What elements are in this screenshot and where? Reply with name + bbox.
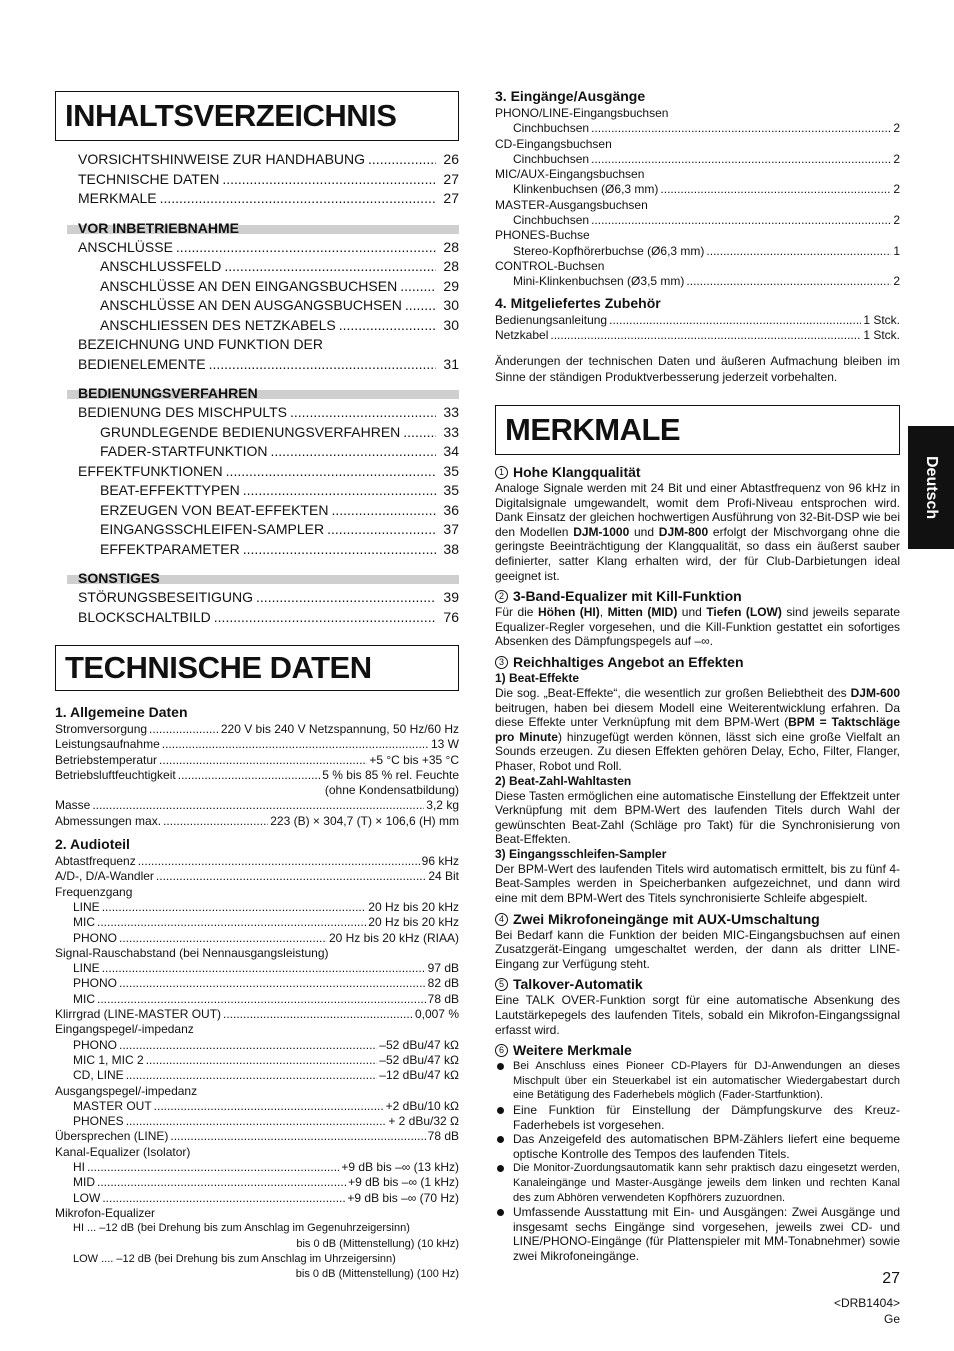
leader-dots <box>146 1053 378 1068</box>
leader-dots <box>156 869 426 884</box>
entry-label: Betriebstemperatur <box>55 752 158 767</box>
entry-value: 1 <box>893 243 900 258</box>
feature-text: Der BPM-Wert des laufenden Titels wird automatisch ermittelt, bis zu fünf 4-Beat-Samples werden in Speicherbanken aufgezeichnet, und dann wird eine mit dem BPM-Wert des Titels synchronisierte Schleife abgespielt. <box>495 861 900 906</box>
spec-row <box>55 1160 459 1175</box>
spec-row <box>55 798 459 813</box>
spec-heading: 4. Mitgeliefertes Zubehör <box>495 294 661 311</box>
spec-row <box>55 854 459 869</box>
entry-label: Klinkenbuchsen (Ø6,3 mm) <box>513 182 659 197</box>
entry-value: 29 <box>443 277 459 294</box>
entry-label: TECHNISCHE DATEN <box>78 170 220 187</box>
entry-label: Klirrgrad (LINE-MASTER OUT) <box>55 1007 222 1022</box>
entry-label: ANSCHLÜSSE AN DEN AUSGANGSBUCHSEN <box>100 297 402 313</box>
spec-row <box>55 1099 459 1114</box>
entry-value: 20 Hz bis 20 kHz <box>368 899 459 914</box>
spec-row <box>495 182 900 197</box>
entry-value: 28 <box>443 258 459 274</box>
leader-dots <box>331 501 436 521</box>
entry-value: 78 dB <box>427 1129 459 1144</box>
entry-label: ERZEUGEN VON BEAT-EFFEKTEN <box>100 501 329 518</box>
toc-entry <box>55 277 459 297</box>
leader-dots <box>149 722 219 737</box>
spec-row <box>55 900 459 915</box>
spec-heading: 1. Allgemeine Daten <box>55 704 188 720</box>
entry-label: Cinchbuchsen <box>513 121 590 136</box>
entry-value: 1 Stck. <box>863 327 900 342</box>
spec-group-label: CD-Eingangsbuchsen <box>495 136 612 151</box>
entry-value: 28 <box>443 238 459 255</box>
feature-subheading: 2) Beat-Zahl-Wahltasten <box>495 773 632 788</box>
entry-label: PHONES <box>73 1114 124 1129</box>
spec-group-label: Eingangspegel/-impedanz <box>55 1022 194 1037</box>
spec-row <box>55 1007 459 1022</box>
spec-continuation: (ohne Kondensatbildung) <box>324 783 459 798</box>
feature-heading: 6 Weitere Merkmale <box>495 1042 900 1059</box>
spec-row <box>55 1114 459 1129</box>
entry-value: 2 <box>893 182 900 197</box>
entry-label: HI <box>73 1160 85 1175</box>
leader-dots <box>92 798 424 813</box>
language-tab-label: Deutsch <box>923 455 940 520</box>
entry-value: 2 <box>893 274 900 289</box>
entry-value: 0,007 % <box>414 1007 459 1022</box>
entry-value: 27 <box>443 170 459 187</box>
feature-text: Bei Bedarf kann die Funktion der beiden MIC-Eingangsbuchsen auf einen Zusatzgerät-Eingang umgeschaltet werden, der dann als dritter LINE-Eingang zur Verfügung steht. <box>495 927 900 971</box>
entry-label: VORSICHTSHINWEISE ZUR HANDHABUNG <box>78 151 366 167</box>
spec-mic-eq: LOW .... –12 dB (bei Drehung bis zum Anschlag im Uhrzeigersinn) <box>73 1252 396 1265</box>
leader-dots <box>214 608 436 628</box>
leader-dots <box>87 1160 339 1175</box>
spec-group-label: MASTER-Ausgangsbuchsen <box>495 197 648 212</box>
leader-dots <box>686 274 891 289</box>
entry-label: Cinchbuchsen <box>513 151 590 166</box>
spec-row <box>495 274 900 289</box>
feature-subheading: 3) Eingangsschleifen-Sampler <box>495 846 667 861</box>
entry-value: 82 dB <box>427 976 459 991</box>
leader-dots <box>256 588 436 608</box>
language-code: Ge <box>883 1312 900 1326</box>
spec-row <box>55 1175 459 1190</box>
leader-dots <box>119 1038 377 1053</box>
entry-value: 33 <box>443 423 459 440</box>
tech-title <box>55 645 459 691</box>
page-number: 27 <box>882 1270 900 1287</box>
spec-row <box>55 915 459 930</box>
entry-value: –52 dBu/47 kΩ <box>379 1037 459 1052</box>
leader-dots <box>226 462 436 482</box>
leader-dots <box>706 244 891 259</box>
tech-specs-left <box>55 703 459 1282</box>
leader-dots <box>243 540 436 560</box>
feature-text: Eine TALK OVER-Funktion sorgt für eine automatische Absenkung des Lautstärkepegels des laufenden Titels, sobald ein Mikrofon-Eingangssignal erfasst wird. <box>495 993 900 1037</box>
tech-note: Änderungen der technischen Daten und äußeren Aufmachung bleiben im Sinne der ständigen Produktverbesserung jederzeit vorbehalten. <box>495 354 900 384</box>
spec-group-label: Kanal-Equalizer (Isolator) <box>55 1144 191 1159</box>
entry-label: Stereo-Kopfhörerbuchse (Ø6,3 mm) <box>513 243 705 258</box>
entry-label: BEAT-EFFEKTTYPEN <box>100 482 240 498</box>
toc-entry <box>55 170 459 190</box>
leader-dots <box>178 768 321 783</box>
toc-section-label: SONSTIGES <box>78 570 160 586</box>
entry-label: FADER-STARTFUNKTION <box>100 443 268 459</box>
feature-text: Diese Tasten ermöglichen eine automatische Einstellung der Effektzeit unter Verknüpfung mit dem BPM-Wert des laufenden Titels durch Wahl der gewünschten Beat-Zahl (Schläge pro Takt) für die Synchronisierung von Beat-Effekten. <box>495 788 900 847</box>
leader-dots <box>126 1068 378 1083</box>
spec-row <box>495 313 900 328</box>
entry-label: Masse <box>55 798 91 813</box>
toc-entry <box>55 442 459 462</box>
entry-label: LOW <box>73 1190 101 1205</box>
spec-mic-eq-cont: bis 0 dB (Mittenstellung) (10 kHz) <box>296 1237 459 1250</box>
entry-label: BLOCKSCHALTBILD <box>78 608 211 625</box>
merkmale-title-text: MERKMALE <box>505 412 681 447</box>
entry-label: PHONO <box>73 1037 118 1052</box>
entry-label: EFFEKTPARAMETER <box>100 540 240 557</box>
feature-text: Analoge Signale werden mit 24 Bit und einer Abtastfrequenz von 96 kHz in Digitalsignale umgewandelt, womit dem Profi-Niveau entsprochen wird. Dank Einsatz der gleichen hochwertigen Ausführung von 32-Bit-DSP wie bei den Modellen DJM-1000 und DJM-800 erfolgt der Mischvorgang ohne die geringste Beeinträchtigung der Klangqualität, so dass ein äußerst sauber definierter, satter Klang erhalten wird, der für Club-Darbietungen ideal geeignet ist. <box>495 481 900 583</box>
spec-row <box>55 869 459 884</box>
spec-row <box>55 931 459 946</box>
toc-title <box>55 91 459 141</box>
entry-label: LINE <box>73 899 100 914</box>
entry-value: 35 <box>443 482 459 498</box>
toc-entry <box>55 462 459 482</box>
toc-entry <box>55 238 459 258</box>
entry-label: Bedienungsanleitung <box>495 312 608 327</box>
entry-value: 24 Bit <box>428 869 459 884</box>
spec-row <box>55 961 459 976</box>
spec-row <box>495 213 900 228</box>
feature-heading: 1 Hohe Klangqualität <box>495 464 900 481</box>
spec-group-label: Signal-Rauschabstand (bei Nennausgangsleistung) <box>55 945 329 960</box>
entry-label: ANSCHLÜSSE <box>78 238 173 255</box>
entry-value: 1 Stck. <box>863 312 900 327</box>
spec-mic-eq: HI ... –12 dB (bei Drehung bis zum Anschlag im Gegenuhrzeigersinn) <box>73 1222 410 1235</box>
entry-label: BEDIENUNG DES MISCHPULTS <box>78 404 287 420</box>
spec-row <box>55 768 459 783</box>
merkmale-list <box>495 459 900 1264</box>
spec-group-label: Ausgangspegel/-impedanz <box>55 1083 198 1098</box>
spec-row <box>55 722 459 737</box>
entry-label: ANSCHLUSSFELD <box>100 258 222 274</box>
feature-heading: 3 Reichhaltiges Angebot an Effekten <box>495 654 900 671</box>
leader-dots <box>339 316 436 336</box>
toc-entry <box>55 189 459 209</box>
spec-group-label: PHONES-Buchse <box>495 228 590 243</box>
leader-dots <box>405 296 436 316</box>
feature-text: Für die Höhen (HI), Mitten (MID) und Tiefen (LOW) sind jeweils separate Equalizer-Regler vorgesehen, und die Kill-Funktion gestattet ein sofortiges Absenken des Dämpfungspegels auf –∞. <box>495 605 901 649</box>
spec-group-label: Frequenzgang <box>55 884 133 899</box>
entry-value: 35 <box>443 462 459 479</box>
leader-dots <box>102 900 367 915</box>
feature-subheading: 1) Beat-Effekte <box>495 670 580 685</box>
toc-section-heading <box>67 387 459 400</box>
entry-value: 38 <box>443 540 459 557</box>
leader-dots <box>224 257 436 277</box>
toc-entry <box>55 150 459 170</box>
leader-dots <box>102 1191 345 1206</box>
entry-value: –52 dBu/47 kΩ <box>379 1052 459 1067</box>
entry-value: +9 dB bis –∞ (70 Hz) <box>347 1190 459 1205</box>
leader-dots <box>403 423 436 443</box>
spec-heading: 3. Eingänge/Ausgänge <box>495 88 646 104</box>
entry-label: MERKMALE <box>78 190 157 206</box>
leader-dots <box>400 277 436 297</box>
toc-section-label: BEDIENUNGSVERFAHREN <box>78 385 258 401</box>
document-code: <DRB1404> <box>833 1296 900 1310</box>
tech-title-text: TECHNISCHE DATEN <box>65 650 372 685</box>
leader-dots <box>243 481 436 501</box>
feature-bullets <box>495 1059 900 1263</box>
toc-entry <box>55 501 459 521</box>
entry-value: 39 <box>443 589 459 605</box>
bullet-item: Umfassende Ausstattung mit Ein- und Ausgängen: Zwei Ausgänge und insgesamt sechs Eingänge sind vorgesehen, jeweils zwei CD- und LINE/PHONO-Eingänge (für Plattenspieler mit MM-Tonabnehmer) sowie zwei Mikrofoneingänge. <box>495 1205 900 1263</box>
toc-entry <box>55 540 459 560</box>
entry-label: MIC 1, MIC 2 <box>73 1052 144 1067</box>
entry-label: EINGANGSSCHLEIFEN-SAMPLER <box>100 521 325 537</box>
toc-section-heading <box>67 219 459 236</box>
leader-dots <box>170 1129 425 1144</box>
entry-label: Stromversorgung <box>55 722 148 736</box>
leader-dots <box>660 182 891 197</box>
toc-entry <box>55 316 459 336</box>
entry-value: 37 <box>443 521 459 537</box>
feature-heading: 4 Zwei Mikrofoneingänge mit AUX-Umschaltung <box>495 911 900 928</box>
spec-row <box>55 992 459 1007</box>
spec-row <box>55 1068 459 1083</box>
leader-dots <box>550 328 861 343</box>
entry-value: –12 dBu/47 kΩ <box>379 1068 459 1083</box>
feature-heading: 5 Talkover-Automatik <box>495 976 900 993</box>
spec-row <box>55 737 459 752</box>
spec-row <box>495 328 900 343</box>
language-tab <box>908 426 954 549</box>
leader-dots <box>609 313 861 328</box>
leader-dots <box>591 121 891 136</box>
entry-label: BEDIENELEMENTE <box>78 355 206 372</box>
leader-dots <box>160 189 436 209</box>
leader-dots <box>138 854 420 869</box>
spec-row <box>55 976 459 991</box>
merkmale-title <box>495 405 900 455</box>
spec-group-label: Mikrofon-Equalizer <box>55 1205 156 1220</box>
toc-section-label: VOR INBETRIEBNAHME <box>78 219 240 236</box>
spec-group-label: PHONO/LINE-Eingangsbuchsen <box>495 106 669 120</box>
entry-label: Betriebsluftfeuchtigkeit <box>55 767 176 782</box>
entry-label: Abtastfrequenz <box>55 854 136 869</box>
toc-entry <box>55 403 459 423</box>
leader-dots <box>222 170 436 190</box>
toc-entry <box>55 257 459 277</box>
entry-value: 20 Hz bis 20 kHz (RIAA) <box>328 930 459 945</box>
entry-value: 2 <box>893 121 900 136</box>
entry-value: +5 °C bis +35 °C <box>369 752 459 767</box>
entry-value: 76 <box>443 608 459 625</box>
leader-dots <box>209 355 436 375</box>
entry-value: 13 W <box>430 737 459 752</box>
toc-entry <box>55 423 459 443</box>
entry-label: ANSCHLIESSEN DES NETZKABELS <box>100 316 336 333</box>
leader-dots <box>290 403 436 423</box>
entry-label: MIC <box>73 915 95 930</box>
toc-entry <box>55 588 459 608</box>
leader-dots <box>154 1099 384 1114</box>
spec-row <box>495 121 900 136</box>
entry-label: ANSCHLÜSSE AN DEN EINGANGSBUCHSEN <box>100 277 398 294</box>
spec-row <box>495 152 900 167</box>
spec-group-label: MIC/AUX-Eingangsbuchsen <box>495 167 645 182</box>
leader-dots <box>162 737 429 752</box>
entry-label: A/D-, D/A-Wandler <box>55 869 154 884</box>
entry-value: 36 <box>443 501 459 518</box>
entry-value: 30 <box>443 297 459 313</box>
leader-dots <box>327 520 436 540</box>
toc-entry <box>55 481 459 501</box>
entry-value: 223 (B) × 304,7 (T) × 106,6 (H) mm <box>270 813 459 828</box>
entry-value: 5 % bis 85 % rel. Feuchte <box>322 767 459 782</box>
spec-row <box>495 244 900 259</box>
entry-label: MASTER OUT <box>73 1098 152 1113</box>
entry-label: GRUNDLEGENDE BEDIENUNGSVERFAHREN <box>100 423 401 440</box>
entry-label: STÖRUNGSBESEITIGUNG <box>78 589 254 605</box>
table-of-contents <box>55 150 459 627</box>
leader-dots <box>591 152 891 167</box>
entry-label: PHONO <box>73 976 118 991</box>
spec-row <box>55 753 459 768</box>
entry-value: 2 <box>893 151 900 166</box>
spec-row <box>55 1053 459 1068</box>
entry-value: 97 dB <box>427 961 459 976</box>
entry-value: 34 <box>443 443 459 459</box>
entry-value: 33 <box>443 404 459 420</box>
leader-dots <box>119 931 327 946</box>
entry-label: Cinchbuchsen <box>513 213 590 228</box>
leader-dots <box>97 992 426 1007</box>
entry-label: Netzkabel <box>495 327 549 342</box>
entry-label: Leistungsaufnahme <box>55 737 160 752</box>
entry-label: LINE <box>73 961 100 976</box>
toc-entry <box>55 296 459 316</box>
entry-value: 20 Hz bis 20 kHz <box>368 915 459 930</box>
entry-value: + 2 dBu/32 Ω <box>388 1114 459 1129</box>
entry-value: +2 dBu/10 kΩ <box>385 1098 459 1113</box>
entry-value: 3,2 kg <box>426 798 459 813</box>
toc-entry <box>55 520 459 540</box>
leader-dots <box>159 753 367 768</box>
spec-row <box>55 1129 459 1144</box>
toc-entry: BEZEICHNUNG UND FUNKTION DER <box>78 336 324 352</box>
entry-value: 96 kHz <box>421 854 459 869</box>
entry-value: 78 dB <box>427 991 459 1006</box>
entry-label: CD, LINE <box>73 1068 124 1083</box>
toc-entry <box>55 355 459 375</box>
spec-row <box>55 814 459 829</box>
toc-title-text: INHALTSVERZEICHNIS <box>65 98 397 133</box>
entry-value: +9 dB bis –∞ (1 kHz) <box>348 1175 459 1190</box>
entry-label: Abmessungen max. <box>55 813 162 828</box>
leader-dots <box>163 814 268 829</box>
leader-dots <box>102 961 426 976</box>
spec-row <box>55 1191 459 1206</box>
leader-dots <box>97 915 366 930</box>
bullet-item: Das Anzeigefeld des automatischen BPM-Zählers liefert eine bequeme optische Kontrolle des Tempos des laufenden Titels. <box>495 1132 900 1161</box>
entry-label: MIC <box>73 991 95 1006</box>
toc-section-heading <box>67 572 459 585</box>
leader-dots <box>271 442 437 462</box>
leader-dots <box>591 213 891 228</box>
entry-label: Übersprechen (LINE) <box>55 1129 169 1144</box>
feature-text: Die sog. „Beat-Effekte“, die wesentlich zur großen Beliebtheit des DJM-600 beitrugen, haben bei diesem Modell eine Weiterentwicklung erfahren. Da diese Effekte unter Verknüpfung mit dem BPM-Wert (BPM = Taktschläge pro Minute) hinzugefügt werden können, lässt sich eine große Vielfalt an Sounds erzeugen. Zu diesen Effekten gehören Delay, Echo, Filter, Flanger, Phaser, Robot und Roll. <box>495 685 901 773</box>
bullet-item: Die Monitor-Zuordungsautomatik kann sehr praktisch dazu eingesetzt werden, Kanaleingänge und Master-Ausgänge jeweils dem linken und rechten Kanal des zum Abhören verwendeten Kopfhörers zuzuordnen. <box>495 1161 900 1205</box>
entry-label: EFFEKTFUNKTIONEN <box>78 462 223 479</box>
leader-dots <box>119 976 426 991</box>
entry-value: 26 <box>443 151 459 167</box>
leader-dots <box>97 1175 346 1190</box>
entry-label: MID <box>73 1175 95 1190</box>
entry-value: 220 V bis 240 V Netzspannung, 50 Hz/60 Hz <box>220 722 459 736</box>
entry-label: PHONO <box>73 930 118 945</box>
spec-row <box>55 1038 459 1053</box>
leader-dots <box>176 238 436 258</box>
feature-heading: 2 3-Band-Equalizer mit Kill-Funktion <box>495 588 900 605</box>
bullet-item: Eine Funktion für Einstellung der Dämpfungskurve des Kreuz-Faderhebels ist vorgesehen. <box>495 1103 900 1132</box>
entry-value: 2 <box>893 213 900 228</box>
leader-dots <box>223 1007 413 1022</box>
bullet-item: Bei Anschluss eines Pioneer CD-Players für DJ-Anwendungen an dieses Mischpult über ein Steuerkabel ist ein automatischer Wiedergabestart durch eine Betätigung des Faderhebels möglich (Fader-Startfunktion). <box>495 1059 900 1103</box>
entry-value: 27 <box>443 190 459 206</box>
spec-heading: 2. Audioteil <box>55 836 130 853</box>
entry-value: 31 <box>443 355 459 372</box>
leader-dots <box>368 150 436 170</box>
leader-dots <box>126 1114 387 1129</box>
spec-group-label: CONTROL-Buchsen <box>495 258 605 273</box>
entry-value: 30 <box>443 316 459 333</box>
tech-specs-right <box>495 87 900 343</box>
entry-label: Mini-Klinkenbuchsen (Ø3,5 mm) <box>513 274 685 289</box>
entry-value: +9 dB bis –∞ (13 kHz) <box>341 1160 459 1175</box>
toc-entry <box>55 608 459 628</box>
spec-mic-eq-cont: bis 0 dB (Mittenstellung) (100 Hz) <box>295 1268 459 1281</box>
